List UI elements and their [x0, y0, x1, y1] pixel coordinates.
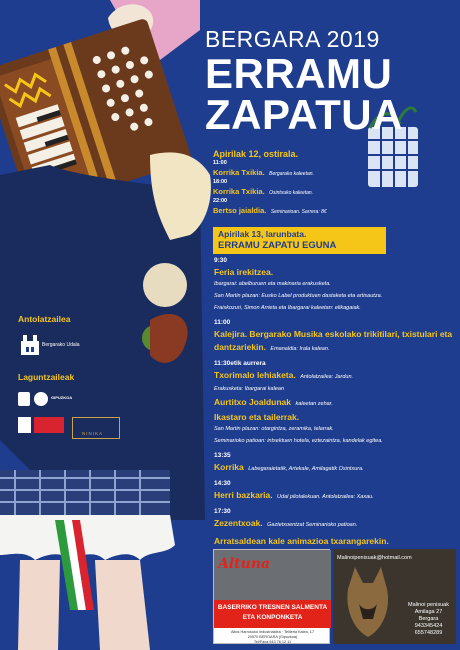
block-line: San Martin plazan: otargintza, zeramika, telarrak.	[214, 426, 334, 432]
block-desc: Gaztetxoentzat Seminarioko patioan.	[267, 522, 358, 528]
collaborator-logos-row	[18, 390, 78, 408]
gipuzkoa-icon	[34, 392, 48, 406]
dog-photo	[333, 549, 403, 644]
basque-gov-icon	[18, 392, 30, 406]
malinoi-line3: Bergara	[418, 616, 439, 622]
block-desc: Antolatzailea: Jardun.	[300, 374, 354, 380]
block-time: 9:30	[214, 257, 228, 264]
red-sponsor-icon	[34, 417, 64, 433]
event-desc: Osintxuko kaleetan.	[269, 190, 314, 196]
leg-left	[18, 560, 60, 650]
day2-program	[214, 256, 454, 547]
collaborators-label: Laguntzaileak	[18, 372, 75, 382]
day1-date: Apirilak 12, ostirala.	[213, 149, 299, 159]
malinoi-phone1: 943345424	[414, 623, 443, 629]
day2-label: ERRAMU ZAPATU EGUNA	[218, 240, 337, 251]
title-city-year: BERGARA 2019	[205, 26, 380, 52]
block-desc: kaleetan zehar.	[295, 401, 333, 407]
altuna-line1: BASERRIKO TRESNEN SALMENTA	[217, 604, 328, 611]
event-name: Korrika Txikia.	[213, 187, 265, 196]
block-name: Aurtitxo Joaldunak	[214, 397, 291, 407]
altuna-address	[214, 630, 331, 645]
altuna-addr3: Tel/Faxa 943 76 12 11	[253, 640, 292, 644]
block-time: 17:30	[214, 508, 231, 515]
poster-title	[205, 26, 455, 138]
block-time: 11:00	[214, 319, 231, 326]
event-name: Korrika Txikia.	[213, 168, 265, 177]
block-desc: Emanaldia: Irala kalean.	[270, 346, 330, 352]
bergara-logo	[20, 333, 80, 363]
organizer-label: Antolatzailea	[18, 314, 71, 324]
block-line: Ibargarai: abelburuen eta makinaria erakusketa.	[214, 281, 331, 287]
cheese-shape	[143, 263, 187, 307]
day1-events	[213, 160, 413, 217]
event-name: Bertso jaialdia.	[213, 206, 267, 215]
malinoi-ad[interactable]	[333, 549, 456, 644]
organizer-logo-text: Bergarako Udala	[42, 342, 80, 348]
block-name: Zezentxoak.	[214, 518, 263, 528]
event-row	[213, 160, 413, 179]
program-block	[214, 507, 454, 531]
day2-banner	[213, 227, 386, 254]
program-block	[214, 256, 454, 314]
malinoi-phone2: 655748289	[414, 630, 443, 636]
block-time: 14:30	[214, 480, 231, 487]
event-time: 18:00	[213, 179, 228, 185]
event-time: 22:00	[213, 198, 228, 204]
malinoi-email[interactable]: Malinoipenisuak@hotmail.com	[337, 555, 412, 561]
program-block	[214, 479, 454, 503]
malinoi-line1: Malinoi penisuak	[408, 602, 449, 608]
event-desc: Seminarioan. Sarrera: 8€	[270, 209, 327, 215]
altuna-line2: ETA KONPONKETA	[242, 614, 303, 621]
block-name: Txorimalo lehiaketa.	[214, 370, 296, 380]
block-line: Erakusketa: Ibargarai kalean	[214, 386, 285, 392]
block-desc: Labegaraietatik, Artekale, Amilagatik Osintxura.	[248, 466, 364, 472]
block-line: Fraiskozuri, Simon Arrieta eta Ibargarai kaleetan: elikagaiak.	[214, 305, 361, 311]
block-name: Feria irekitzea.	[214, 267, 274, 277]
block-line: Seminarioko patioan: intsektuen hotela, eztezaintza, kandelak egitea.	[214, 438, 383, 444]
ninika-text: NINIKA	[82, 431, 104, 436]
altuna-addr2: 20570 BERGARA (Gipuzkoa)	[247, 635, 298, 639]
malinoi-line2: Amilaga 27	[414, 609, 443, 615]
program-block	[214, 318, 454, 355]
altuna-logo: Altuna	[218, 556, 271, 572]
block-desc: Udal pilotalekuan. Antolatzailea: Xaxau.	[277, 494, 374, 500]
program-block	[214, 359, 454, 447]
event-time: 11:00	[213, 160, 227, 166]
altuna-ad[interactable]	[213, 549, 330, 644]
altuna-banner	[214, 600, 331, 628]
block-line: San Martin plazan: Eusko Label produktuen dastaketa eta artisautza.	[214, 293, 383, 299]
event-row	[213, 198, 413, 217]
event-desc: Bergarako kaleetan.	[269, 171, 314, 177]
title-line-2: ZAPATUA	[205, 91, 403, 138]
program-block	[214, 451, 454, 475]
block-time: 13:35	[214, 452, 231, 459]
block-time: 11:30etik aurrera	[214, 360, 266, 367]
bergara-crest-icon	[20, 333, 40, 357]
title-line-1: ERRAMU	[205, 50, 393, 97]
block-name: Korrika	[214, 462, 244, 472]
gipuzkoa-text: GIPUZKOA	[51, 395, 73, 400]
block-name: Ikastaro eta tailerrak.	[214, 412, 300, 422]
malinoi-info	[401, 602, 456, 637]
event-row	[213, 179, 413, 198]
block-name: Herri bazkaria.	[214, 490, 273, 500]
day2-date: Apirilak 13, larunbata.	[218, 229, 307, 239]
altuna-addr1: Altos Harrosoko Industrialdea · Teilleria Kalea, 17	[230, 630, 315, 634]
closing-note: Arratsaldean kale animazioa txarangarekin.	[214, 536, 389, 546]
lace-shape	[0, 515, 175, 560]
kutxa-icon	[18, 417, 31, 433]
block-name: Kalejira. Bergarako Musika eskolako trikitilari, txistulari eta dantzariekin.	[214, 329, 453, 352]
collaborator-logos-row	[18, 417, 126, 439]
